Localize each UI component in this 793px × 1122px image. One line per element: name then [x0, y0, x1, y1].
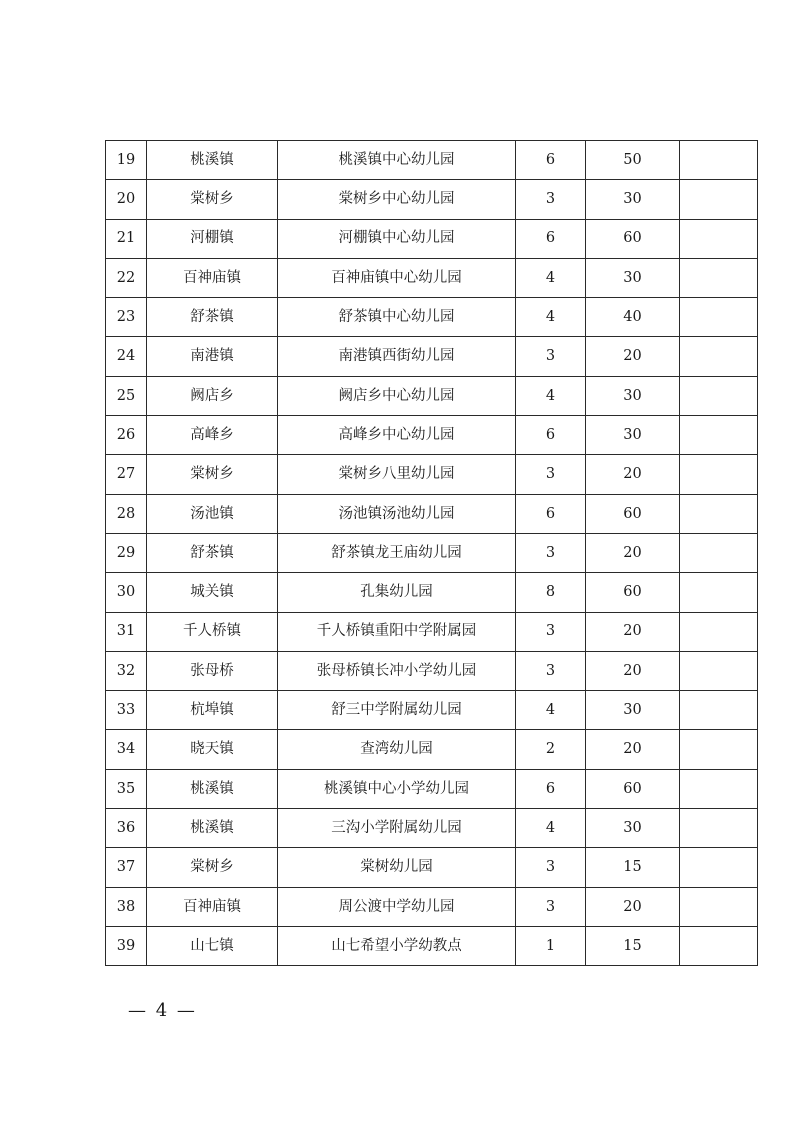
table-body — [106, 141, 758, 966]
table-row — [106, 298, 758, 337]
cell-kindergarten: 桃溪镇中心小学幼儿园 — [278, 769, 516, 808]
cell-kindergarten: 三沟小学附属幼儿园 — [278, 809, 516, 848]
cell-number: 35 — [106, 769, 147, 808]
cell-town: 舒茶镇 — [147, 298, 278, 337]
cell-note — [680, 887, 758, 926]
cell-town: 晓天镇 — [147, 730, 278, 769]
cell-note — [680, 730, 758, 769]
cell-number: 20 — [106, 180, 147, 219]
cell-number: 27 — [106, 455, 147, 494]
cell-town: 汤池镇 — [147, 494, 278, 533]
cell-note — [680, 219, 758, 258]
cell-kindergarten: 千人桥镇重阳中学附属园 — [278, 612, 516, 651]
cell-kindergarten: 孔集幼儿园 — [278, 573, 516, 612]
cell-number: 37 — [106, 848, 147, 887]
cell-town: 百神庙镇 — [147, 258, 278, 297]
cell-town: 河棚镇 — [147, 219, 278, 258]
table-row — [106, 376, 758, 415]
cell-town: 棠树乡 — [147, 180, 278, 219]
cell-note — [680, 533, 758, 572]
cell-number: 28 — [106, 494, 147, 533]
cell-classes: 4 — [516, 298, 586, 337]
cell-kindergarten: 舒茶镇龙王庙幼儿园 — [278, 533, 516, 572]
cell-classes: 3 — [516, 612, 586, 651]
cell-classes: 3 — [516, 651, 586, 690]
cell-note — [680, 494, 758, 533]
cell-classes: 6 — [516, 416, 586, 455]
cell-count: 60 — [586, 219, 680, 258]
table-row — [106, 887, 758, 926]
cell-number: 22 — [106, 258, 147, 297]
cell-classes: 3 — [516, 455, 586, 494]
cell-note — [680, 651, 758, 690]
cell-count: 20 — [586, 730, 680, 769]
cell-count: 20 — [586, 455, 680, 494]
cell-town: 阙店乡 — [147, 376, 278, 415]
cell-kindergarten: 棠树乡中心幼儿园 — [278, 180, 516, 219]
cell-kindergarten: 百神庙镇中心幼儿园 — [278, 258, 516, 297]
cell-count: 60 — [586, 494, 680, 533]
table-row — [106, 141, 758, 180]
cell-note — [680, 455, 758, 494]
cell-number: 25 — [106, 376, 147, 415]
cell-number: 29 — [106, 533, 147, 572]
page-number: — 4 — — [128, 1000, 197, 1021]
table-row — [106, 258, 758, 297]
cell-number: 39 — [106, 926, 147, 965]
cell-note — [680, 926, 758, 965]
cell-town: 山七镇 — [147, 926, 278, 965]
cell-note — [680, 416, 758, 455]
cell-count: 15 — [586, 926, 680, 965]
cell-town: 桃溪镇 — [147, 769, 278, 808]
cell-kindergarten: 周公渡中学幼儿园 — [278, 887, 516, 926]
table-row — [106, 180, 758, 219]
cell-kindergarten: 棠树乡八里幼儿园 — [278, 455, 516, 494]
cell-kindergarten: 棠树幼儿园 — [278, 848, 516, 887]
cell-kindergarten: 查湾幼儿园 — [278, 730, 516, 769]
table-row — [106, 612, 758, 651]
cell-kindergarten: 河棚镇中心幼儿园 — [278, 219, 516, 258]
table-row — [106, 651, 758, 690]
cell-note — [680, 809, 758, 848]
cell-classes: 3 — [516, 533, 586, 572]
cell-kindergarten: 南港镇西街幼儿园 — [278, 337, 516, 376]
cell-classes: 4 — [516, 258, 586, 297]
cell-kindergarten: 舒茶镇中心幼儿园 — [278, 298, 516, 337]
cell-town: 张母桥 — [147, 651, 278, 690]
table-row — [106, 494, 758, 533]
cell-town: 高峰乡 — [147, 416, 278, 455]
cell-number: 23 — [106, 298, 147, 337]
cell-town: 百神庙镇 — [147, 887, 278, 926]
cell-kindergarten: 阙店乡中心幼儿园 — [278, 376, 516, 415]
cell-number: 30 — [106, 573, 147, 612]
cell-number: 21 — [106, 219, 147, 258]
cell-count: 30 — [586, 809, 680, 848]
cell-town: 千人桥镇 — [147, 612, 278, 651]
cell-classes: 3 — [516, 887, 586, 926]
cell-note — [680, 258, 758, 297]
table-row — [106, 416, 758, 455]
table-row — [106, 219, 758, 258]
cell-number: 19 — [106, 141, 147, 180]
cell-classes: 4 — [516, 809, 586, 848]
cell-town: 南港镇 — [147, 337, 278, 376]
cell-count: 60 — [586, 769, 680, 808]
table-row — [106, 533, 758, 572]
cell-count: 15 — [586, 848, 680, 887]
cell-note — [680, 180, 758, 219]
cell-number: 34 — [106, 730, 147, 769]
cell-count: 20 — [586, 533, 680, 572]
cell-count: 30 — [586, 376, 680, 415]
cell-note — [680, 691, 758, 730]
table-row — [106, 337, 758, 376]
cell-count: 40 — [586, 298, 680, 337]
cell-classes: 6 — [516, 141, 586, 180]
table-row — [106, 691, 758, 730]
cell-classes: 3 — [516, 180, 586, 219]
cell-note — [680, 141, 758, 180]
cell-town: 棠树乡 — [147, 848, 278, 887]
cell-kindergarten: 张母桥镇长冲小学幼儿园 — [278, 651, 516, 690]
cell-town: 桃溪镇 — [147, 141, 278, 180]
table-row — [106, 573, 758, 612]
cell-kindergarten: 汤池镇汤池幼儿园 — [278, 494, 516, 533]
table-row — [106, 848, 758, 887]
cell-count: 30 — [586, 691, 680, 730]
cell-note — [680, 612, 758, 651]
cell-town: 舒茶镇 — [147, 533, 278, 572]
cell-count: 30 — [586, 416, 680, 455]
cell-kindergarten: 高峰乡中心幼儿园 — [278, 416, 516, 455]
cell-note — [680, 298, 758, 337]
cell-kindergarten: 桃溪镇中心幼儿园 — [278, 141, 516, 180]
cell-classes: 8 — [516, 573, 586, 612]
cell-count: 20 — [586, 612, 680, 651]
cell-number: 24 — [106, 337, 147, 376]
cell-number: 33 — [106, 691, 147, 730]
cell-town: 棠树乡 — [147, 455, 278, 494]
table-row — [106, 730, 758, 769]
cell-count: 20 — [586, 651, 680, 690]
cell-number: 36 — [106, 809, 147, 848]
cell-kindergarten: 舒三中学附属幼儿园 — [278, 691, 516, 730]
cell-note — [680, 848, 758, 887]
cell-note — [680, 337, 758, 376]
cell-count: 20 — [586, 337, 680, 376]
cell-classes: 6 — [516, 494, 586, 533]
table-row — [106, 809, 758, 848]
cell-count: 30 — [586, 258, 680, 297]
cell-classes: 2 — [516, 730, 586, 769]
cell-classes: 6 — [516, 769, 586, 808]
cell-classes: 4 — [516, 691, 586, 730]
cell-classes: 4 — [516, 376, 586, 415]
cell-classes: 1 — [516, 926, 586, 965]
cell-note — [680, 573, 758, 612]
cell-note — [680, 769, 758, 808]
cell-town: 城关镇 — [147, 573, 278, 612]
cell-classes: 3 — [516, 337, 586, 376]
table-row — [106, 769, 758, 808]
cell-town: 桃溪镇 — [147, 809, 278, 848]
cell-count: 30 — [586, 180, 680, 219]
cell-note — [680, 376, 758, 415]
cell-count: 20 — [586, 887, 680, 926]
table-row — [106, 926, 758, 965]
cell-number: 38 — [106, 887, 147, 926]
cell-classes: 6 — [516, 219, 586, 258]
kindergarten-table — [105, 140, 758, 966]
cell-count: 60 — [586, 573, 680, 612]
cell-count: 50 — [586, 141, 680, 180]
table-row — [106, 455, 758, 494]
cell-classes: 3 — [516, 848, 586, 887]
cell-kindergarten: 山七希望小学幼教点 — [278, 926, 516, 965]
cell-number: 31 — [106, 612, 147, 651]
cell-number: 32 — [106, 651, 147, 690]
cell-town: 杭埠镇 — [147, 691, 278, 730]
cell-number: 26 — [106, 416, 147, 455]
